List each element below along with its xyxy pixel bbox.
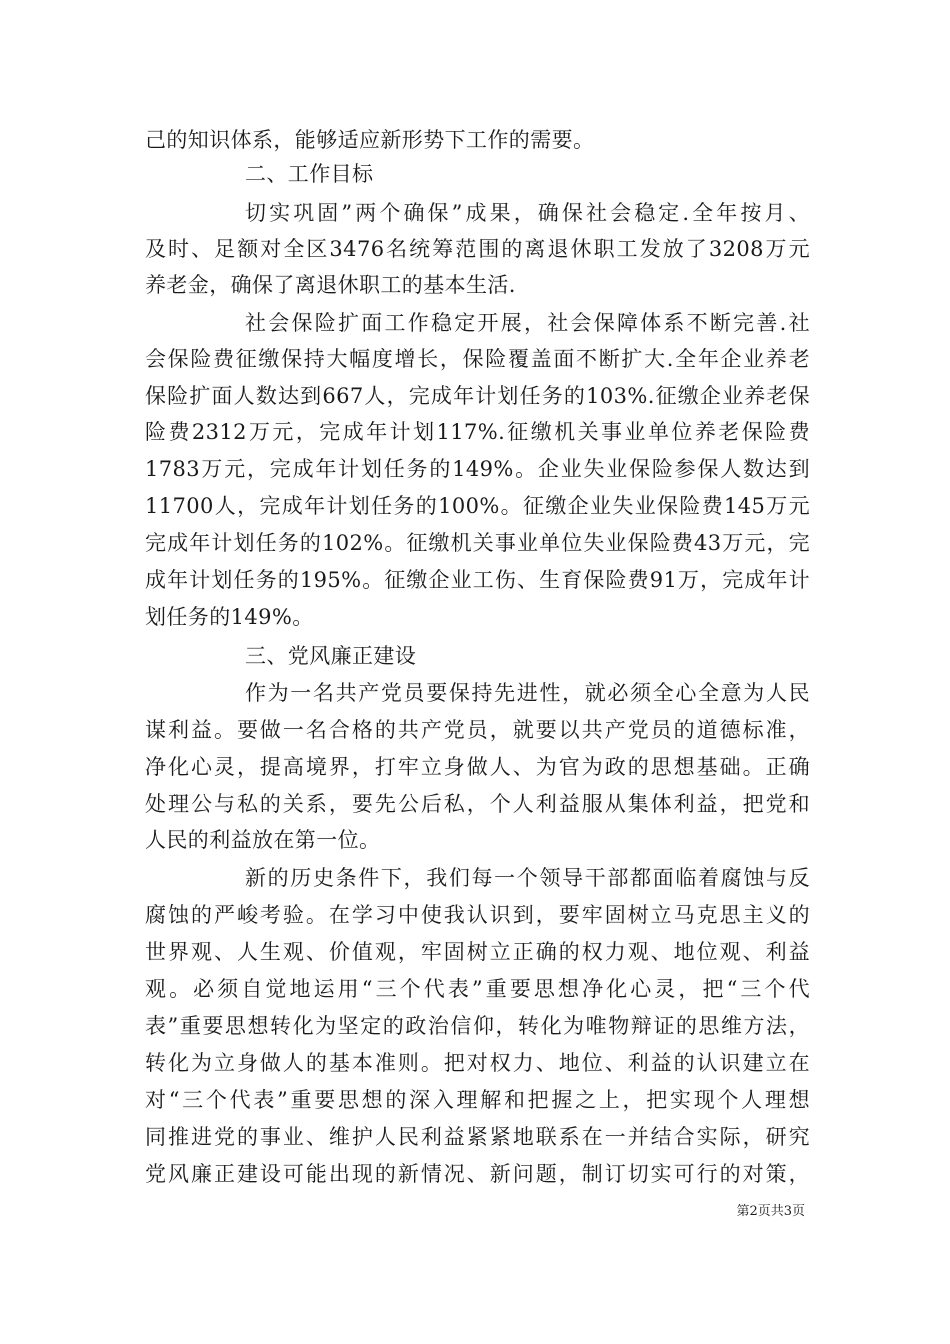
page-number-footer: 第2页共3页 <box>736 1204 805 1219</box>
text-line: 11700人，完成年计划任务的100%。征缴企业失业保险费145万元 <box>145 494 810 518</box>
text-line: 同推进党的事业、维护人民利益紧紧地联系在一并结合实际，研究 <box>145 1125 810 1149</box>
text-line: 净化心灵，提高境界，打牢立身做人、为官为政的思想基础。正确 <box>145 755 810 779</box>
text-line: 保险扩面人数达到667人，完成年计划任务的103%.征缴企业养老保 <box>145 384 810 408</box>
text-line: 腐蚀的严峻考验。在学习中使我认识到，要牢固树立马克思主义的 <box>145 903 810 927</box>
text-line: 谋利益。要做一名合格的共产党员，就要以共产党员的道德标准， <box>145 718 810 742</box>
text-line: 成年计划任务的195%。征缴企业工伤、生育保险费91万，完成年计 <box>145 568 810 592</box>
text-line: 处理公与私的关系，要先公后私，个人利益服从集体利益，把党和 <box>145 792 810 816</box>
text-line: 切实巩固”两个确保”成果，确保社会稳定.全年按月、 <box>245 201 810 225</box>
text-line: 表”重要思想转化为坚定的政治信仰，转化为唯物辩证的思维方法， <box>145 1014 810 1038</box>
text-line: 观。必须自觉地运用“三个代表”重要思想净化心灵，把“三个代 <box>145 977 810 1001</box>
text-line: 及时、足额对全区3476名统筹范围的离退休职工发放了3208万元 <box>145 237 810 261</box>
text-line: 转化为立身做人的基本准则。把对权力、地位、利益的认识建立在 <box>145 1051 810 1075</box>
text-line: 社会保险扩面工作稳定开展，社会保障体系不断完善.社 <box>245 311 810 335</box>
text-line: 1783万元，完成年计划任务的149%。企业失业保险参保人数达到 <box>145 457 810 481</box>
text-line: 险费2312万元，完成年计划117%.征缴机关事业单位养老保险费 <box>145 420 810 444</box>
text-line: 划任务的149%。 <box>145 605 314 629</box>
text-line: 作为一名共产党员要保持先进性，就必须全心全意为人民 <box>245 681 810 705</box>
text-line: 党风廉正建设可能出现的新情况、新问题，制订切实可行的对策， <box>145 1162 810 1186</box>
text-line: 完成年计划任务的102%。征缴机关事业单位失业保险费43万元，完 <box>145 531 810 555</box>
section-heading-work-goals: 二、工作目标 <box>245 162 374 186</box>
section-heading-party-conduct: 三、党风廉正建设 <box>245 644 417 668</box>
text-line: 对“三个代表”重要思想的深入理解和把握之上，把实现个人理想 <box>145 1088 810 1112</box>
text-line: 新的历史条件下，我们每一个领导干部都面临着腐蚀与反 <box>245 866 810 890</box>
text-line: 人民的利益放在第一位。 <box>145 828 381 852</box>
text-line: 己的知识体系，能够适应新形势下工作的需要。 <box>145 128 595 152</box>
text-line: 养老金，确保了离退休职工的基本生活. <box>145 273 516 297</box>
text-line: 会保险费征缴保持大幅度增长，保险覆盖面不断扩大.全年企业养老 <box>145 347 810 371</box>
text-line: 世界观、人生观、价值观，牢固树立正确的权力观、地位观、利益 <box>145 940 810 964</box>
